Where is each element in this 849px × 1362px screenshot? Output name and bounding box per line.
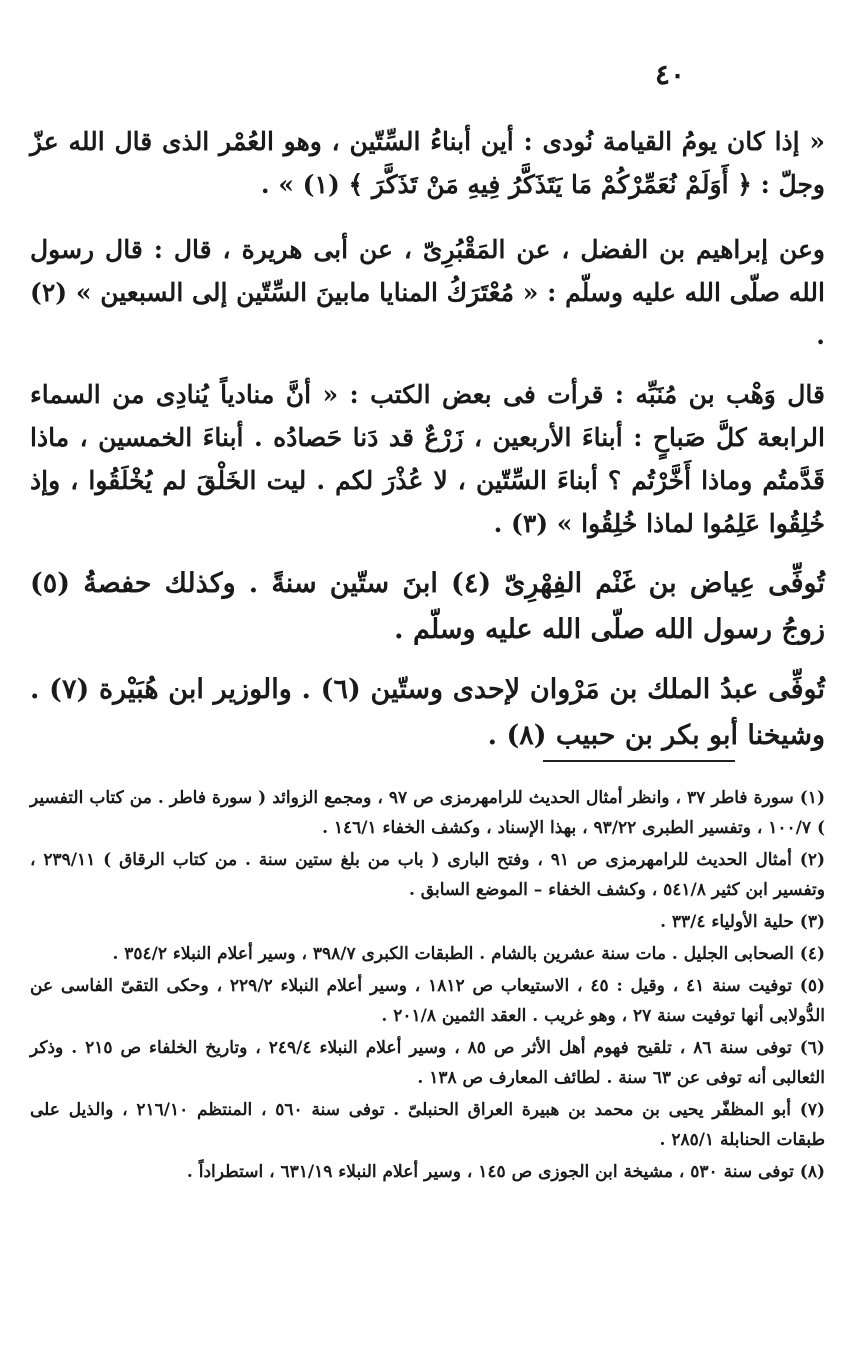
footnote-2: (٢) أمثال الحديث للرامهرمزى ص ٩١ ، وفتح البارى ( باب من بلغ ستين سنة . من كتاب الرقاق ) ٢٣٩/١١ ، وتفسير ابن كثير ٥٤١/٨ ، وكشف الخفاء – الموضع السابق . (30, 850, 825, 900)
footnote-1: (١) سورة فاطر ٣٧ ، وانظر أمثال الحديث للرامهرمزى ص ٩٧ ، ومجمع الزوائد ( سورة فاطر . من كتاب التفسير ) ١٠٠/٧ ، وتفسير الطبرى ٩٣/٢٢ ، بهذا الإسناد ، وكشف الخفاء ١٤٦/١ . (30, 788, 825, 838)
footnote-6: (٦) توفى سنة ٨٦ ، تلقيح فهوم أهل الأثر ص ٨٥ ، وسير أعلام النبلاء ٢٤٩/٤ ، وتاريخ الخلفاء ص ٢١٥ . وذكر الثعالبى أنه توفى عن ٦٣ سنة . لطائف المعارف ص ١٣٨ . (30, 1038, 825, 1088)
paragraph-hadith-sixty: « إذا كان يومُ القيامة نُودى : أين أبناءُ السِّتّين ، وهو العُمْر الذى قال الله عزّ وجلّ : ﴿ أَوَلَمْ نُعَمِّرْكُمْ مَا يَتَذَكَّرُ فِيهِ مَنْ تَذَكَّرَ ﴾ (١) » . (30, 127, 825, 199)
paragraph-wahb-ibn-munabbih: قال وَهْب بن مُنَبِّه : قرأت فى بعض الكتب : « أنَّ منادياً يُنادِى من السماء الرابعة كلَّ صَباحٍ : أبناءَ الأربعين ، زَرْعٌ قد دَنا حَصادُه . أبناءَ الخمسين ، ماذا قَدَّمتُم وماذا أَخَّرْتُم ؟ أبناءَ السِّتّين ، لا عُذْرَ لكم . ليت الخَلْقَ لم يُخْلَقُوا ، وإذ خُلِقُوا عَلِمُوا لماذا خُلِقُوا » (٣) . (30, 380, 825, 538)
page-number: ٤٠ (654, 58, 686, 91)
paragraph-abu-hurayra: وعن إبراهيم بن الفضل ، عن المَقْبُرِىّ ، عن أبى هريرة ، قال : قال رسول الله صلّى الله عليه وسلّم : « مُعْتَرَكُ المنايا مابينَ السِّتّين إلى السبعين » (٢) . (30, 235, 825, 350)
footnote-7: (٧) أبو المظفّر يحيى بن محمد بن هبيرة العراق الحنبلىّ . توفى سنة ٥٦٠ ، المنتظم ٢١٦/١٠ ، والذيل على طبقات الحنابلة ٢٨٥/١ . (30, 1100, 825, 1150)
footnote-5: (٥) توفيت سنة ٤١ ، وقيل : ٤٥ ، الاستيعاب ص ١٨١٢ ، وسير أعلام النبلاء ٢٢٩/٢ ، وحكى التقىّ الفاسى عن الدُّولابى أنها توفيت سنة ٢٧ ، وهو غريب . العقد الثمين ٢٠١/٨ . (30, 976, 825, 1026)
footnote-4: (٤) الصحابى الجليل . مات سنة عشرين بالشام . الطبقات الكبرى ٣٩٨/٧ ، وسير أعلام النبلاء ٣٥٤/٢ . (112, 944, 825, 964)
paragraph-abd-al-malik: تُوفِّى عبدُ الملك بن مَرْوان لإحدى وستّين (٦) . والوزير ابن هُبَيْرة (٧) . وشيخنا أبو بكر بن حبيب (٨) . (30, 674, 826, 751)
paragraph-iyad-ibn-ghanm: تُوفِّى عِياض بن غَنْم الفِهْرِىّ (٤) ابنَ ستّين سنةً . وكذلك حفصةُ (٥) زوجُ رسول الله صلّى الله عليه وسلّم . (30, 568, 825, 645)
footnote-3: (٣) حلية الأولياء ٣٣/٤ . (660, 912, 825, 932)
footnotes-list (30, 783, 825, 1189)
main-text (30, 120, 825, 759)
footnote-8: (٨) توفى سنة ٥٣٠ ، مشيخة ابن الجوزى ص ١٤٥ ، وسير أعلام النبلاء ٦٣١/١٩ ، استطراداً . (186, 1162, 825, 1182)
footnote-divider (543, 760, 735, 762)
